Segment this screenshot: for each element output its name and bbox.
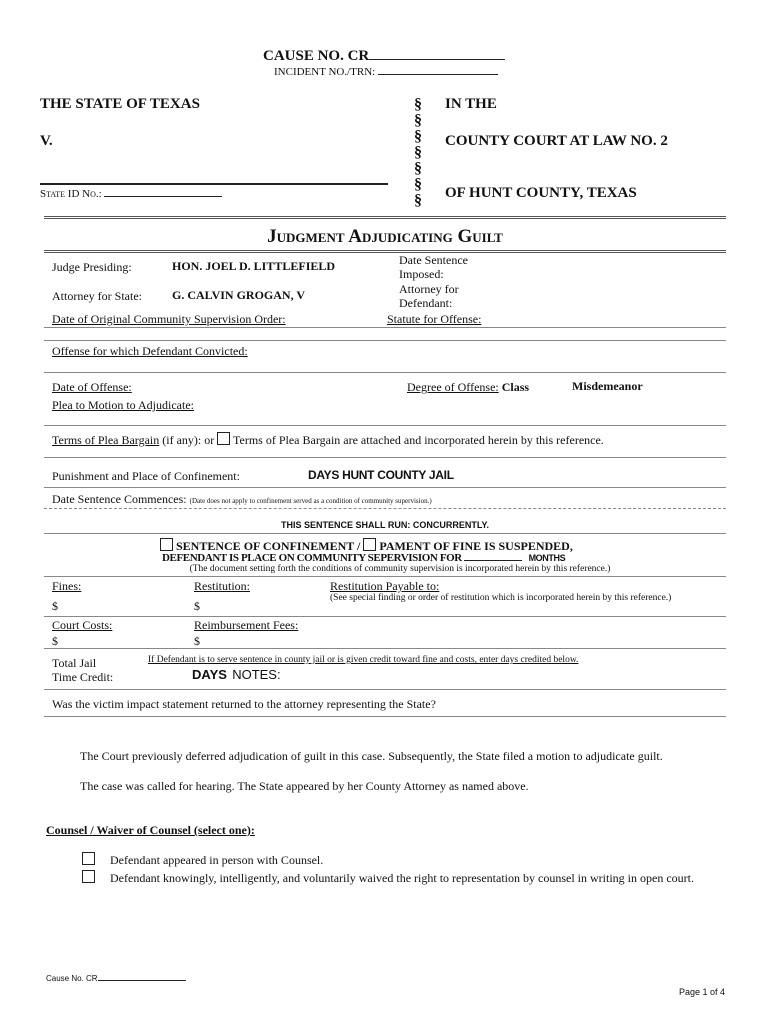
terms-of-plea-row [52,432,604,448]
section-symbol: § [414,144,422,161]
terms-label: Terms of Plea Bargain [52,433,160,447]
counsel-option-1 [82,852,323,868]
section-symbol: § [414,192,422,209]
footer-cause-blank [98,974,186,981]
title-top-rule [44,216,726,219]
state-id-blank[interactable] [104,188,222,197]
judge-value: HON. JOEL D. LITTLEFIELD [172,259,336,273]
page-number: Page 1 of 4 [679,987,726,997]
plea-label: Plea to Motion to Adjudicate: [52,398,194,412]
rule [44,508,726,509]
original-supervision-label: Date of Original Community Supervision Order: [52,312,286,326]
attorney-defendant-label: Attorney for Defendant: [399,282,459,310]
option-separator: / [357,539,361,553]
footer-cause [46,974,186,983]
degree-class: Class [501,380,530,394]
terms-attached-checkbox[interactable] [217,432,230,445]
court-name: COUNTY COURT AT LAW NO. 2 [445,133,668,149]
days-label: DAYS [192,667,227,682]
rule [44,533,726,534]
rule [44,576,726,577]
placed-on-label: DEFENDANT IS PLACE ON COMMUNITY SEPERVISION FOR [162,552,462,564]
degree-label: Degree of Offense: [407,380,499,394]
in-the: IN THE [445,96,497,112]
section-symbol: § [414,160,422,177]
statute-label: Statute for Offense: [387,312,482,326]
county-name: OF HUNT COUNTY, TEXAS [445,185,637,201]
terms-attached-text: Terms of Plea Bargain are attached and incorporated herein by this reference. [233,433,604,447]
counsel-checkbox[interactable] [82,852,95,865]
paragraph-deferred: The Court previously deferred adjudication of guilt in this case. Subsequently, the State filed a motion to adjudicate guilt. [80,749,663,763]
restitution-note: (See special finding or order of restitution which is incorporated herein by this reference.) [330,593,672,603]
commences-note: (Date does not apply to confinement served as a condition of community supervision.) [189,497,432,505]
section-symbol: § [414,112,422,129]
fine-suspended-checkbox[interactable] [363,538,376,551]
section-symbol: § [414,128,422,145]
confinement-label: SENTENCE OF CONFINEMENT [176,539,355,553]
document-title: Judgment Adjudicating Guilt [267,226,503,247]
rule [44,689,726,690]
versus-label: V. [40,133,53,149]
cause-label: CAUSE NO. CR [263,48,370,64]
cause-number-heading [263,47,505,65]
rule [44,487,726,488]
attorney-state-value: G. CALVIN GROGAN, V [172,288,306,302]
reimbursement-label: Reimbursement Fees: [194,618,299,632]
victim-impact-question: Was the victim impact statement returned to the attorney representing the State? [52,697,436,711]
counsel-option-1-text: Defendant appeared in person with Counsel. [110,853,324,867]
confinement-checkbox[interactable] [160,538,173,551]
counsel-option-2-text: Defendant knowingly, intelligently, and voluntarily waived the right to representation by counsel in writing in open court. [110,871,694,885]
rule [44,616,726,617]
degree-of-offense [407,380,529,395]
jail-credit-label-1: Total Jail [52,656,97,670]
rule [44,425,726,426]
state-id-label: State ID No.: [40,188,102,200]
paragraph-hearing: The case was called for hearing. The State appeared by her County Attorney as named above. [80,779,529,793]
attorney-state-label: Attorney for State: [52,289,142,303]
section-symbol: § [414,176,422,193]
incident-blank[interactable] [378,65,498,75]
offense-label: Offense for which Defendant Convicted: [52,344,248,358]
court-costs-label: Court Costs: [52,618,113,632]
rule [44,327,726,328]
restitution-label: Restitution: [194,579,251,593]
commences-label: Date Sentence Commences: [52,492,187,506]
punishment-value: DAYS HUNT COUNTY JAIL [308,468,454,482]
jail-credit-label [52,656,113,684]
date-sentence-label: Date Sentence Imposed: [399,253,468,281]
rule [44,716,726,717]
jail-credit-note: If Defendant is to serve sentence in county jail or is given credit toward fine and costs, enter days credited below. [148,655,579,665]
commences-row [52,492,432,507]
rule [44,648,726,649]
days-notes [192,667,281,683]
cause-number-blank[interactable] [369,47,505,60]
rule [44,372,726,373]
degree-value: Misdemeanor [572,379,643,393]
fines-dollar: $ [52,599,58,613]
rule [44,457,726,458]
section-symbol: § [414,96,422,113]
terms-if-any: (if any): or [162,433,215,447]
counsel-heading: Counsel / Waiver of Counsel (select one): [46,823,255,837]
judge-label: Judge Presiding: [52,260,132,274]
rule [44,340,726,341]
footer-cause-label: Cause No. CR [46,974,98,983]
waiver-checkbox[interactable] [82,870,95,883]
concurrent-statement: THIS SENTENCE SHALL RUN: CONCURRENTLY. [280,520,489,530]
fines-label: Fines: [52,579,82,593]
counsel-option-2 [82,870,694,886]
state-of-texas: THE STATE OF TEXAS [40,96,200,112]
reimbursement-dollar: $ [194,634,200,648]
punishment-label: Punishment and Place of Confinement: [52,469,240,483]
months-label: MONTHS [528,553,566,563]
title-bottom-rule [44,250,726,253]
jail-credit-label-2: Time Credit: [52,670,114,684]
supervision-line [162,551,565,564]
court-costs-dollar: $ [52,634,58,648]
defendant-name-line[interactable] [40,183,388,185]
restitution-payable-label: Restitution Payable to: [330,579,440,593]
months-blank[interactable] [464,551,522,561]
conditions-note: (The document setting forth the conditions of community supervision is incorporated herein by this reference.) [189,564,611,574]
incident-label: INCIDENT NO./TRN: [274,66,376,78]
restitution-dollar: $ [194,599,200,613]
state-id [40,188,222,200]
fine-suspended-label: PAMENT OF FINE IS SUSPENDED, [379,539,573,553]
incident-number [274,65,498,78]
date-of-offense-label: Date of Offense: [52,380,132,394]
notes-label: NOTES: [232,667,281,682]
